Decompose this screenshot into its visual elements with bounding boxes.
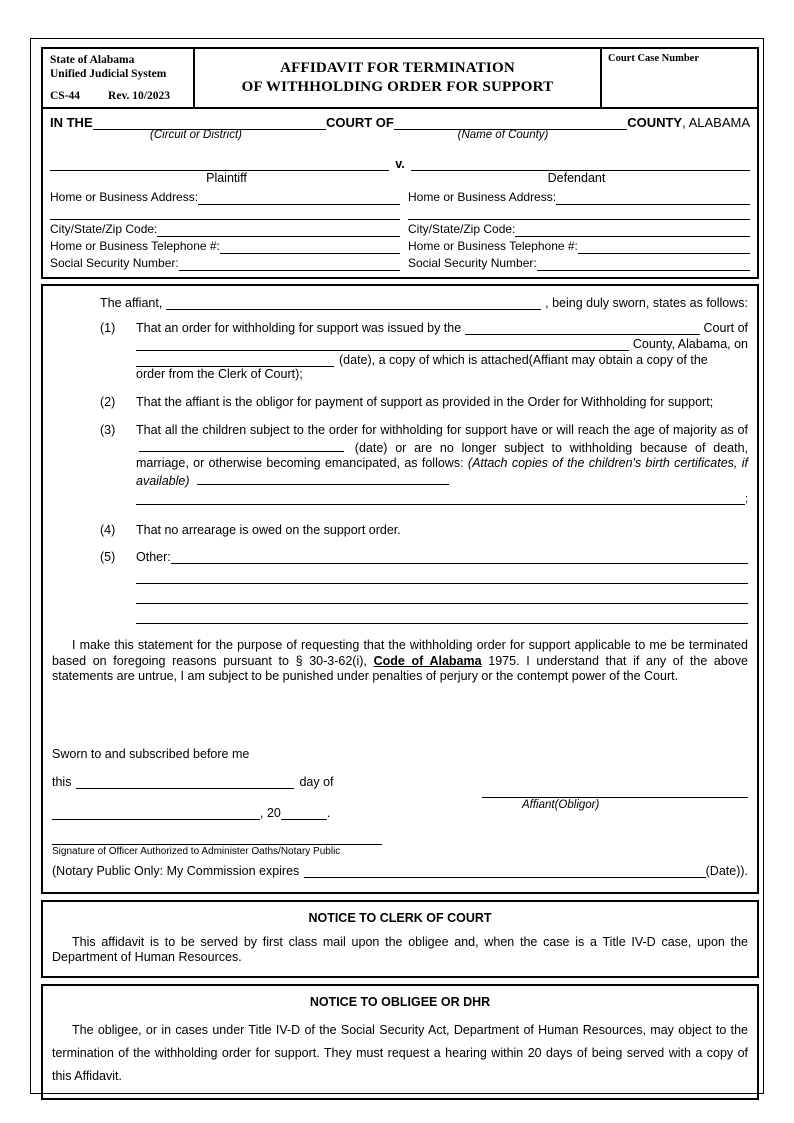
plaintiff-phone-row	[50, 237, 400, 254]
item-1-part3: County, Alabama, on	[632, 337, 748, 351]
form-title-line2: OF WITHHOLDING ORDER FOR SUPPORT	[241, 79, 554, 95]
plaintiff-caption: Plaintiff	[206, 171, 247, 185]
statement-part1: I make this statement for the purpose of requesting that the withholding order for support applicable to me be terminated based on foregoing reasons pursuant to § 30-3-62(i),	[52, 638, 748, 668]
plaintiff-city-label: City/State/Zip Code:	[50, 222, 158, 236]
form-title-line1: AFFIDAVIT FOR TERMINATION	[280, 60, 515, 76]
item-3-italic-note: (Attach copies of the children's birth certificates, if available)	[136, 456, 748, 488]
court-line	[50, 115, 750, 130]
item-2-text: That the affiant is the obligor for payment of support as provided in the Order for Withholding for support;	[136, 395, 714, 409]
item-3-text	[136, 423, 748, 505]
defendant-ssn-row	[408, 254, 750, 271]
sworn-date-column	[52, 775, 482, 820]
sworn-month-input[interactable]	[52, 806, 260, 820]
notice-clerk-body	[52, 935, 748, 966]
item-5-other-input[interactable]	[171, 563, 748, 564]
defendant-address-label: Home or Business Address:	[408, 190, 557, 204]
item-3-part1: That all the children subject to the order for withholding for support have or will reach the age of majority as of	[136, 423, 748, 437]
notice-obligee-body	[52, 1019, 748, 1088]
item-3-detail-input[interactable]	[197, 472, 449, 485]
plaintiff-address-label: Home or Business Address:	[50, 190, 199, 204]
affiant-signature-caption: Affiant(Obligor)	[522, 798, 600, 811]
case-number-cell[interactable]	[602, 49, 757, 107]
item-1-part1: That an order for withholding for support was issued by the	[136, 321, 462, 335]
item-4	[52, 523, 748, 537]
form-title	[195, 49, 602, 107]
notice-clerk-title: NOTICE TO CLERK OF COURT	[308, 910, 492, 925]
alabama-label: , ALABAMA	[682, 115, 751, 130]
agency-block	[43, 49, 195, 107]
form-sheet	[41, 47, 759, 1100]
item-3-semicolon: ;	[744, 493, 748, 505]
notary-block	[52, 844, 748, 878]
plaintiff-phone-label: Home or Business Telephone #:	[50, 239, 220, 253]
sworn-comma-twenty: , 20	[260, 805, 281, 820]
item-5-other-input-2[interactable]	[136, 568, 748, 584]
affiant-name-input[interactable]	[166, 309, 541, 310]
defendant-details	[400, 188, 750, 271]
affiant-suffix-label: , being duly sworn, states as follows:	[545, 296, 748, 310]
defendant-caption: Defendant	[547, 171, 606, 185]
item-3-detail-input-2[interactable]	[136, 504, 745, 505]
party-captions	[50, 171, 750, 185]
plaintiff-address-input-2[interactable]	[50, 219, 400, 220]
county-label: COUNTY	[627, 115, 683, 130]
defendant-phone-input[interactable]	[578, 253, 750, 254]
item-2-number: (2)	[100, 395, 116, 409]
plaintiff-ssn-label: Social Security Number:	[50, 256, 179, 270]
affiant-signature-column	[482, 775, 748, 820]
item-1-date-input[interactable]	[136, 353, 334, 367]
party-details	[50, 188, 750, 271]
form-revision: Rev. 10/2023	[108, 89, 171, 102]
plaintiff-address-row	[50, 188, 400, 205]
commission-expiry-row	[52, 864, 748, 878]
item-4-number: (4)	[100, 523, 116, 537]
plaintiff-ssn-row	[50, 254, 400, 271]
statement-code-emphasis: Code of Alabama	[373, 653, 482, 668]
defendant-address-row	[408, 188, 750, 205]
sworn-period: .	[326, 805, 331, 820]
state-name: State of Alabama	[50, 54, 135, 66]
notice-clerk-text: This affidavit is to be served by first class mail upon the obligee and, when the case is a Title IV-D case, upon the Department of Human Resources.	[52, 934, 748, 964]
item-1	[52, 321, 748, 381]
versus-label: v.	[395, 157, 405, 171]
affiant-statement-line	[52, 296, 748, 310]
sworn-day-row	[52, 775, 482, 789]
item-5-number: (5)	[100, 550, 116, 564]
notice-clerk-of-court	[41, 900, 759, 978]
affiant-prefix-label: The affiant,	[100, 296, 163, 310]
item-2	[52, 395, 748, 409]
item-1-number: (1)	[100, 321, 116, 335]
plaintiff-ssn-input[interactable]	[179, 270, 400, 271]
plaintiff-city-input[interactable]	[157, 236, 400, 237]
plaintiff-address-row2	[50, 205, 400, 220]
item-3-number: (3)	[100, 423, 116, 437]
sworn-day-of-label: day of	[299, 774, 334, 789]
statement-part2: 1975. I understand that if any of the above statements are untrue, I am subject to be punished under penalties of perjury or the contempt power of the Court.	[52, 653, 748, 683]
circuit-or-district-caption: (Circuit or District)	[150, 129, 242, 141]
item-1-court-input[interactable]	[465, 334, 699, 335]
item-5-other-input-3[interactable]	[136, 588, 748, 604]
item-1-text	[136, 321, 748, 381]
sworn-year-input[interactable]	[281, 806, 327, 820]
court-of-label: COURT OF	[325, 115, 394, 130]
defendant-city-input[interactable]	[515, 236, 750, 237]
item-3-date-input[interactable]	[139, 439, 344, 452]
form-code: CS-44	[50, 89, 81, 102]
parties-rule-row	[50, 157, 750, 171]
in-the-label: IN THE	[50, 115, 93, 130]
officer-signature-caption: Signature of Officer Authorized to Administer Oaths/Notary Public	[52, 845, 341, 857]
sworn-this-label: this	[52, 774, 72, 789]
defendant-city-label: City/State/Zip Code:	[408, 222, 516, 236]
page-border	[30, 38, 764, 1094]
plaintiff-phone-input[interactable]	[220, 253, 400, 254]
plaintiff-details	[50, 188, 400, 271]
defendant-city-row	[408, 220, 750, 237]
purpose-statement	[52, 638, 748, 685]
item-5-other-input-4[interactable]	[136, 608, 748, 624]
case-number-label: Court Case Number	[608, 53, 699, 64]
item-5	[52, 550, 748, 624]
item-5-text	[136, 550, 748, 624]
sworn-block	[52, 747, 748, 878]
name-of-county-caption: (Name of County)	[457, 129, 549, 141]
item-1-part4: (date), a copy of which is attached(Affiant may obtain a copy of the	[339, 353, 708, 367]
sworn-day-input[interactable]	[76, 775, 294, 789]
item-3-paragraph	[136, 423, 748, 489]
defendant-ssn-label: Social Security Number:	[408, 256, 537, 270]
defendant-address-row2	[408, 205, 750, 220]
item-1-county-input[interactable]	[136, 350, 629, 351]
court-line-captions	[50, 129, 750, 141]
item-5-label: Other:	[136, 550, 171, 564]
notice-obligee-text: The obligee, or in cases under Title IV-D of the Social Security Act, Department of Human Resources, may object to the termination of the withholding order for support. They must request a hearing within 20 days of being served with a copy of this Affidavit.	[52, 1022, 748, 1083]
item-3	[52, 423, 748, 505]
notice-obligee-title: NOTICE TO OBLIGEE OR DHR	[309, 994, 491, 1009]
judicial-system-name: Unified Judicial System	[50, 67, 167, 80]
commission-prefix-label: (Notary Public Only: My Commission expires	[52, 863, 300, 878]
commission-suffix-label: (Date)).	[705, 863, 748, 878]
defendant-address-input[interactable]	[556, 204, 750, 205]
sworn-year-row	[52, 806, 482, 820]
defendant-phone-label: Home or Business Telephone #:	[408, 239, 578, 253]
plaintiff-address-input[interactable]	[198, 204, 400, 205]
item-1-part5: order from the Clerk of Court);	[136, 367, 303, 381]
defendant-phone-row	[408, 237, 750, 254]
item-4-text: That no arrearage is owed on the support order.	[136, 523, 401, 537]
affidavit-body	[41, 284, 759, 894]
item-1-part2: Court of	[703, 321, 748, 335]
plaintiff-city-row	[50, 220, 400, 237]
defendant-ssn-input[interactable]	[537, 270, 750, 271]
defendant-address-input-2[interactable]	[408, 219, 750, 220]
sworn-intro: Sworn to and subscribed before me	[52, 746, 250, 761]
item-3-part2: (date) or are no longer subject to withholding because of death, marriage, or otherwise becoming emancipated, as follows:	[136, 440, 748, 470]
commission-expiry-input[interactable]	[304, 877, 705, 878]
case-caption	[41, 109, 759, 279]
notice-obligee-or-dhr	[41, 984, 759, 1100]
form-header	[41, 47, 759, 109]
